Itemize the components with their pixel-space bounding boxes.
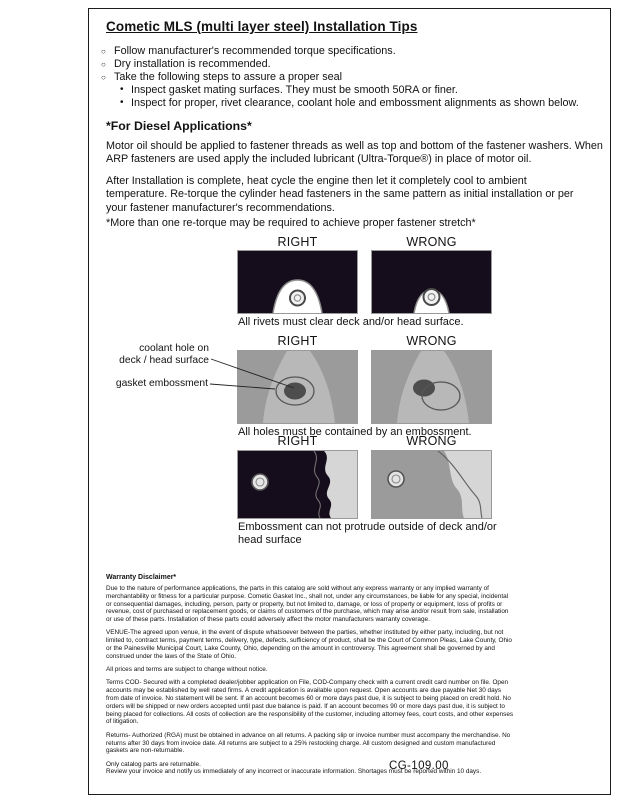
right-label-protrusion: RIGHT (277, 434, 318, 448)
embossment-right-figure (237, 350, 358, 424)
rivet-caption: All rivets must clear deck and/or head surface. (238, 316, 464, 328)
diesel-paragraph-2: After Installation is complete, heat cycle the engine then let it completely cool to ambient temperature. Re-torque the cylinder head fasteners in the same pattern as initial installation or per your fastener manufacturer's recommendations. (106, 175, 574, 214)
embossment-wrong-figure (371, 350, 492, 424)
bolt-hole-icon (388, 471, 404, 487)
tip-item: ○ Dry installation is recommended. (101, 58, 601, 71)
warranty-paragraph: Terms COD- Secured with a completed dealer/jobber application on File, COD-Company check with a current credit card number on file. Open accounts may be established by well rated firms. A credit application is available upon request. Open accounts are due payable Net 30 days from date of invoice. No statement will be sent. If an account becomes 60 or more days past due, it is subject to being placed on credit hold. No orders will be shipped or new orders accepted until past due balance is paid. If an account becomes 90 or more days past due, it is subject to being placed for collections. All costs of collection are the responsibility of the customer, including attorney fees, court costs, and other expenses of litigation. (106, 679, 514, 726)
wrong-label-embossment: WRONG (406, 334, 457, 348)
warranty-paragraph: Due to the nature of performance applications, the parts in this catalog are sold without any express warranty or any implied warranty of merchantability or fitness for a particular purpose. Cometic Gasket Inc., shall not, under any circumstances, be liable for any special, incidental or consequential damages, including, person, party or property, but not limited to, damage, or loss of property or equipment, loss of profits or revenue, cost of purchased or replacement goods, or claims of customers of the purchase, which may arise and/or result from sale, installation or use of these parts. Installation of these parts could adversely affect the motor manufacturers warranty coverage. (106, 585, 509, 624)
warranty-paragraph: Only catalog parts are returnable. (106, 760, 201, 768)
rivet-wrong-figure (371, 250, 492, 314)
tip-item: ○ Follow manufacturer's recommended torque specifications. (101, 45, 601, 58)
gasket-embossment-annotation: gasket embossment (115, 378, 208, 389)
page-frame (88, 8, 611, 795)
embossment-caption: All holes must be contained by an embossment. (238, 426, 472, 438)
protrusion-right-illustration (238, 451, 357, 518)
coolant-hole-annotation: coolant hole on deck / head surface (119, 343, 209, 366)
protrusion-caption: Embossment can not protrude outside of deck and/or head surface (238, 521, 497, 546)
page-code: CG-109.00 (389, 760, 449, 772)
tips-list (101, 45, 601, 110)
coolant-hole-icon (284, 383, 306, 400)
tip-sub-item: • Inspect gasket mating surfaces. They must be smooth 50RA or finer. (118, 84, 601, 97)
bolt-hole-icon (252, 474, 268, 490)
retorque-note: *More than one re-torque may be required to achieve proper fastener stretch* (106, 217, 476, 229)
right-label-rivets: RIGHT (277, 235, 318, 249)
diesel-applications-heading: *For Diesel Applications* (106, 119, 252, 133)
warranty-paragraph: Returns- Authorized (RGA) must be obtained in advance on all returns. A packing slip or invoice number must accompany the merchandise. No returns after 30 days from invoice date. All returns are subject to a 25% restocking charge. All custom designed and custom manufactured gaskets are non-returnable. (106, 731, 511, 755)
rivet-right-figure (237, 250, 358, 314)
warranty-section (106, 574, 515, 782)
tip-sub-item: • Inspect for proper, rivet clearance, coolant hole and embossment alignments as shown below. (118, 97, 601, 110)
rivet-icon (290, 291, 305, 306)
embossment-right-illustration (238, 351, 357, 423)
right-label-embossment: RIGHT (277, 334, 318, 348)
rivet-wrong-illustration (372, 251, 491, 313)
diesel-paragraph-1: Motor oil should be applied to fastener threads as well as top and bottom of the fastener washers. When ARP fasteners are used apply the included lubricant (Ultra-Torque®) in place of motor oil. (106, 140, 603, 166)
embossment-wrong-illustration (372, 351, 491, 423)
wrong-label-protrusion: WRONG (406, 434, 457, 448)
coolant-hole-icon (413, 380, 435, 397)
protrusion-wrong-illustration (372, 451, 491, 518)
warranty-paragraph: Review your invoice and notify us immediately of any incorrect or inaccurate information. Shortages must be reported within 10 days. (106, 768, 482, 776)
warranty-paragraph: All prices and terms are subject to change without notice. (106, 666, 268, 674)
tip-item: ○ Take the following steps to assure a proper seal (101, 71, 601, 84)
rivet-right-illustration (238, 251, 357, 313)
page-title: Cometic MLS (multi layer steel) Installation Tips (106, 19, 418, 34)
protrusion-right-figure (237, 450, 358, 519)
warranty-heading: Warranty Disclaimer* (106, 574, 177, 581)
rivet-icon (424, 289, 440, 305)
protrusion-wrong-figure (371, 450, 492, 519)
warranty-paragraph: VENUE-The agreed upon venue, in the event of dispute whatsoever between the parties, whether instituted by either party, including, but not limited to, contract terms, payment terms, delivery, type, defects, sufficiency of product, shall be the Court of Common Pleas, Lake County, Ohio or the Painesville Municipal Court, Lake County, Ohio, depending on the amount in controversy. This agreement shall be governed by and construed under the laws of the State of Ohio. (106, 629, 512, 660)
wrong-label-rivets: WRONG (406, 235, 457, 249)
